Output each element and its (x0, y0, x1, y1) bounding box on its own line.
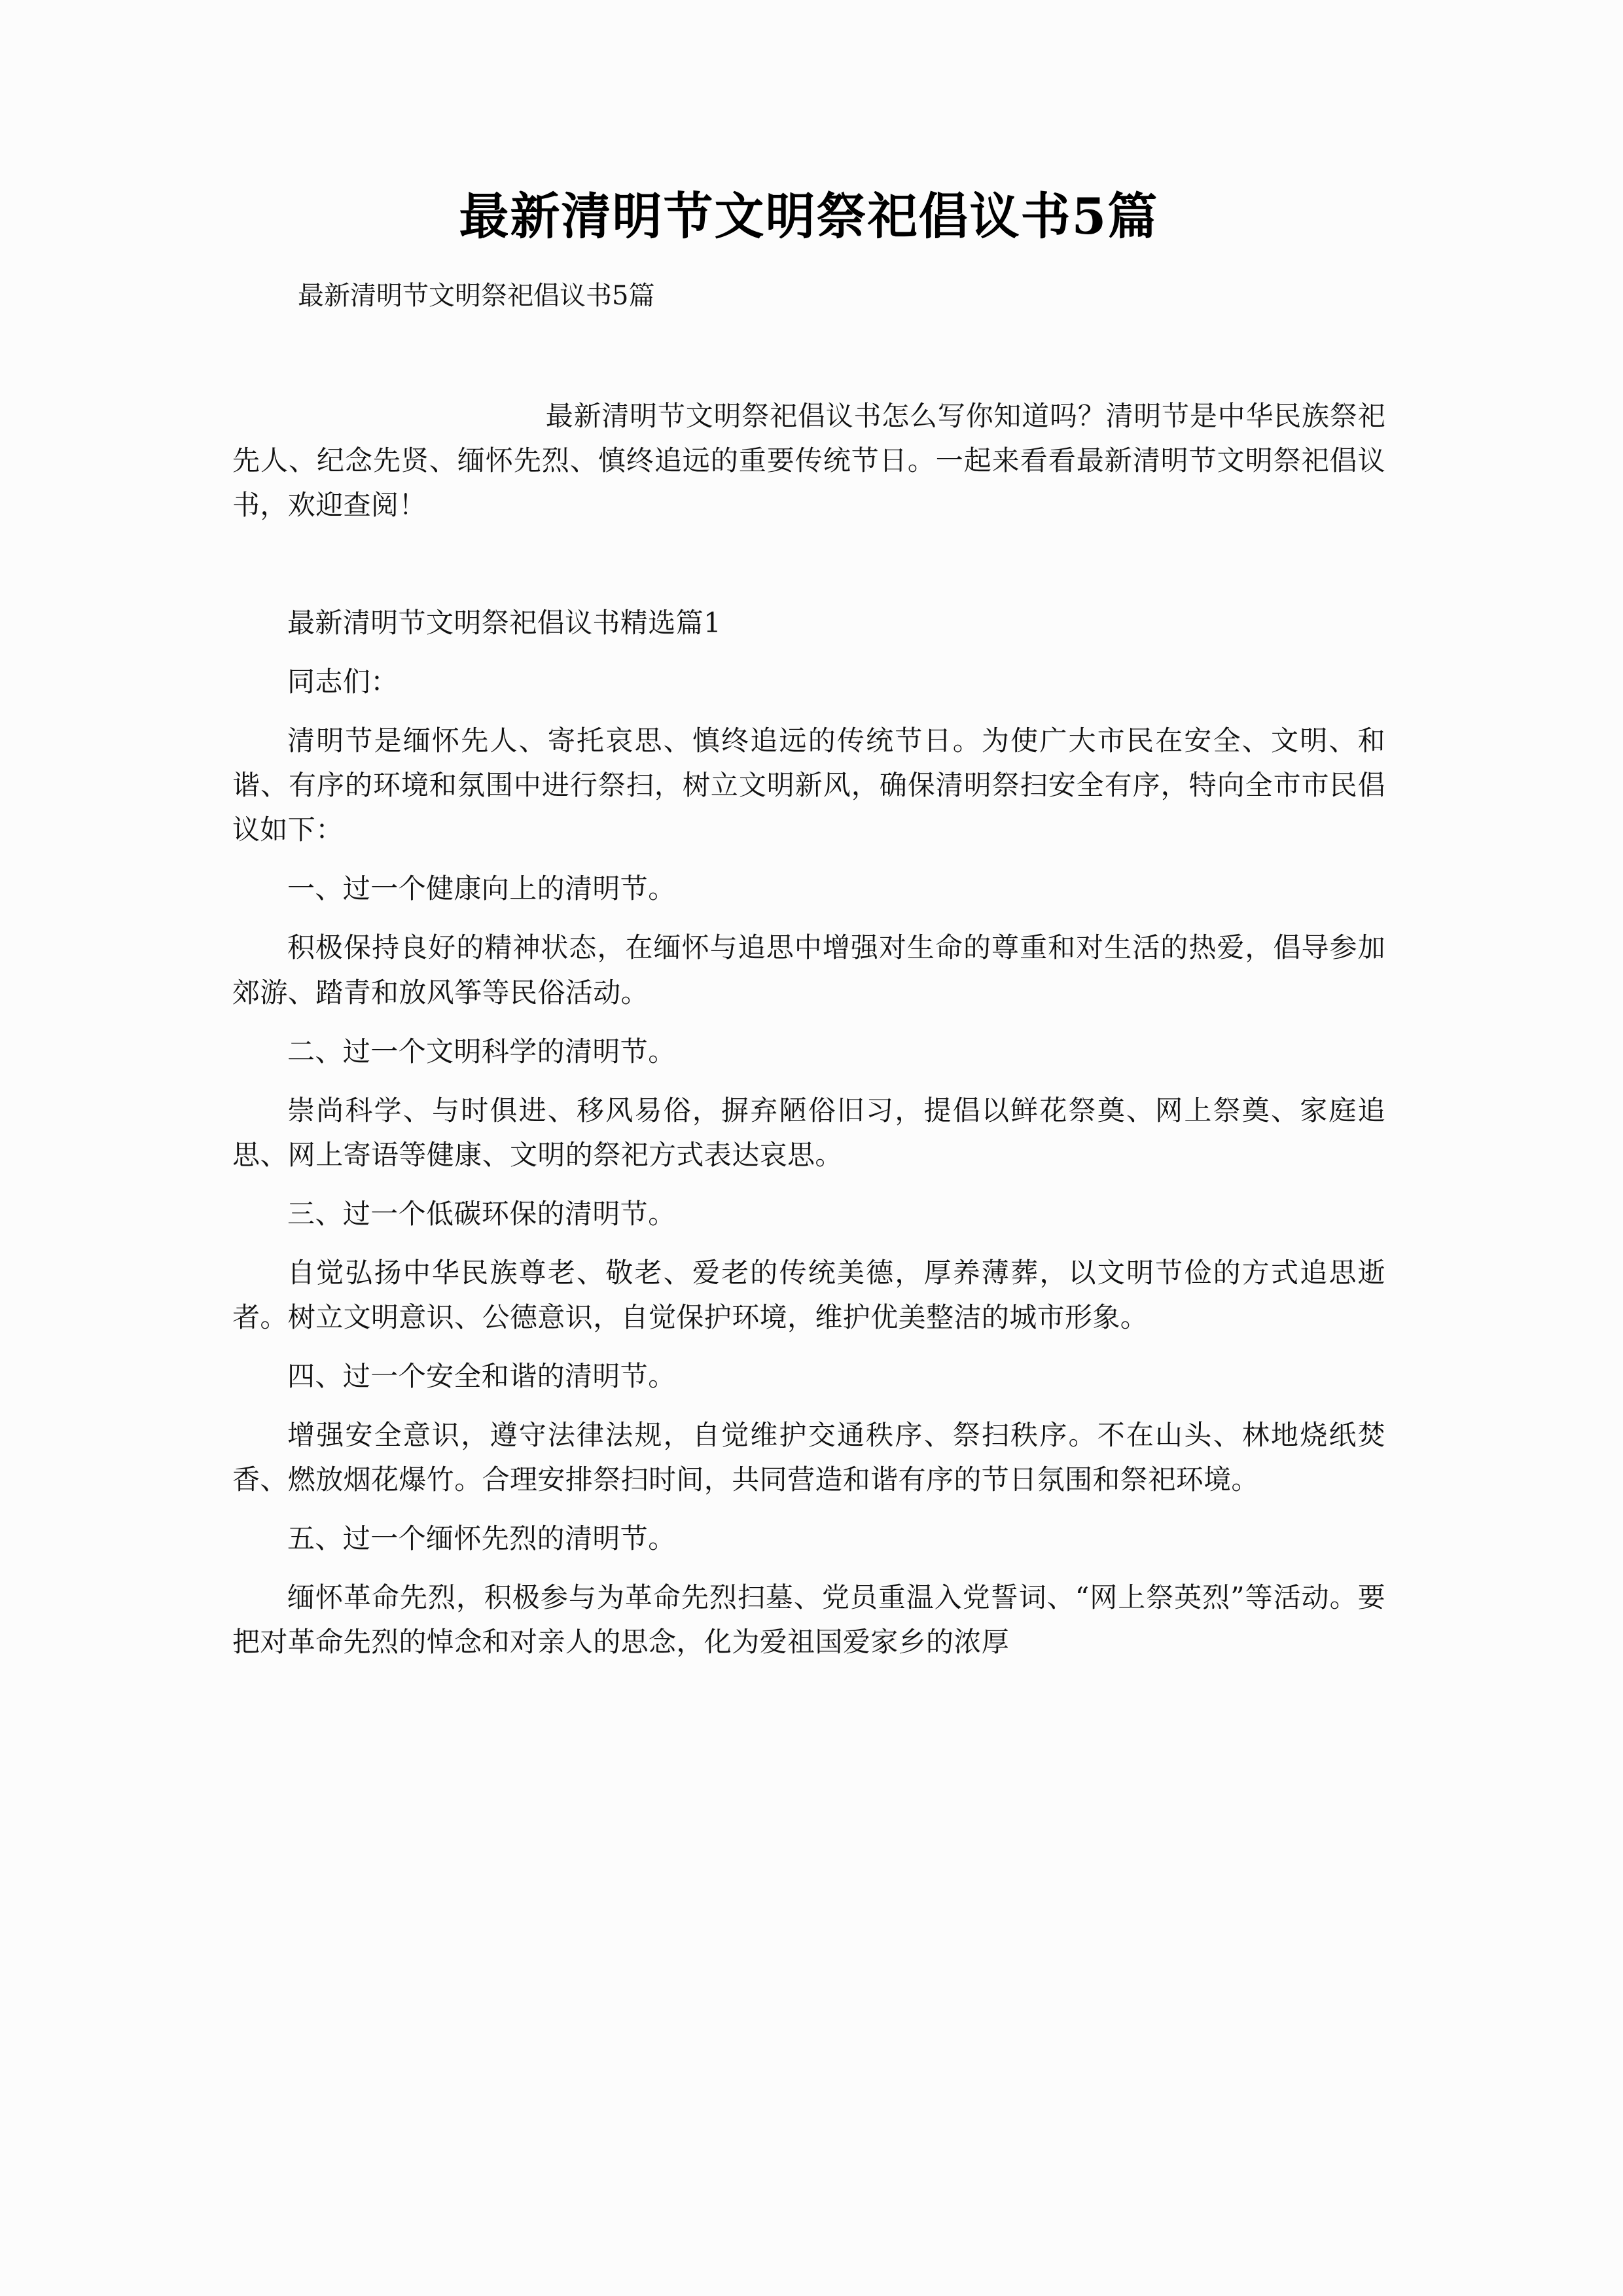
document-subtitle: 最新清明节文明祭祀倡议书5篇 (298, 281, 655, 312)
item-body-3: 自觉弘扬中华民族尊老、敬老、爱老的传统美德，厚养薄葬，以文明节俭的方式追思逝者。树立文明意识、公德意识，自觉保护环境，维护优美整洁的城市形象。 (232, 1256, 1385, 1333)
spacer (232, 1340, 1385, 1354)
spacer (232, 1015, 1385, 1030)
spacer (232, 911, 1385, 925)
spacer (232, 704, 1385, 719)
item-heading-3: 三、过一个低碳环保的清明节。 (287, 1197, 676, 1230)
item-heading-5: 五、过一个缅怀先烈的清明节。 (287, 1522, 676, 1554)
section-heading: 最新清明节文明祭祀倡议书精选篇1 (287, 607, 722, 639)
spacer (232, 1177, 1385, 1192)
item-heading-4: 四、过一个安全和谐的清明节。 (287, 1359, 676, 1392)
spacer (232, 1236, 1385, 1251)
spacer (232, 1502, 1385, 1516)
intro-paragraph: 清明节是缅怀先人、寄托哀思、慎终追远的传统节日。为使广大市民在安全、文明、和谐、有序的环境和氛围中进行祭扫，树立文明新风，确保清明祭扫安全有序，特向全市市民倡议如下： (232, 725, 1385, 846)
spacer (232, 1074, 1385, 1088)
item-body-2: 崇尚科学、与时俱进、移风易俗，摒弃陋俗旧习，提倡以鲜花祭奠、网上祭奠、家庭追思、网上寄语等健康、文明的祭祀方式表达哀思。 (232, 1094, 1385, 1171)
item-body-1: 积极保持良好的精神状态，在缅怀与追思中增强对生命的尊重和对生活的热爱，倡导参加郊游、踏青和放风筝等民俗活动。 (232, 931, 1385, 1009)
page-title: 最新清明节文明祭祀倡议书5篇 (459, 187, 1159, 245)
spacer (232, 645, 1385, 660)
item-heading-1: 一、过一个健康向上的清明节。 (287, 872, 676, 905)
lead-paragraph: 最新清明节文明祭祀倡议书怎么写你知道吗？清明节是中华民族祭祀先人、纪念先贤、缅怀先烈、慎终追远的重要传统节日。一起来看看最新清明节文明祭祀倡议书，欢迎查阅！ (232, 400, 1385, 522)
item-body-5: 缅怀革命先烈，积极参与为革命先烈扫墓、党员重温入党誓词、“网上祭英烈”等活动。要把对革命先烈的悼念和对亲人的思念，化为爱祖国爱家乡的浓厚 (232, 1581, 1385, 1658)
item-body-4: 增强安全意识，遵守法律法规，自觉维护交通秩序、祭扫秩序。不在山头、林地烧纸焚香、燃放烟花爆竹。合理安排祭扫时间，共同营造和谐有序的节日氛围和祭祀环境。 (232, 1418, 1385, 1496)
spacer (232, 852, 1385, 867)
item-heading-2: 二、过一个文明科学的清明节。 (287, 1035, 676, 1067)
page-content (232, 0, 1385, 1664)
spacer (232, 1399, 1385, 1413)
spacer (232, 1561, 1385, 1575)
salutation: 同志们： (287, 666, 399, 698)
